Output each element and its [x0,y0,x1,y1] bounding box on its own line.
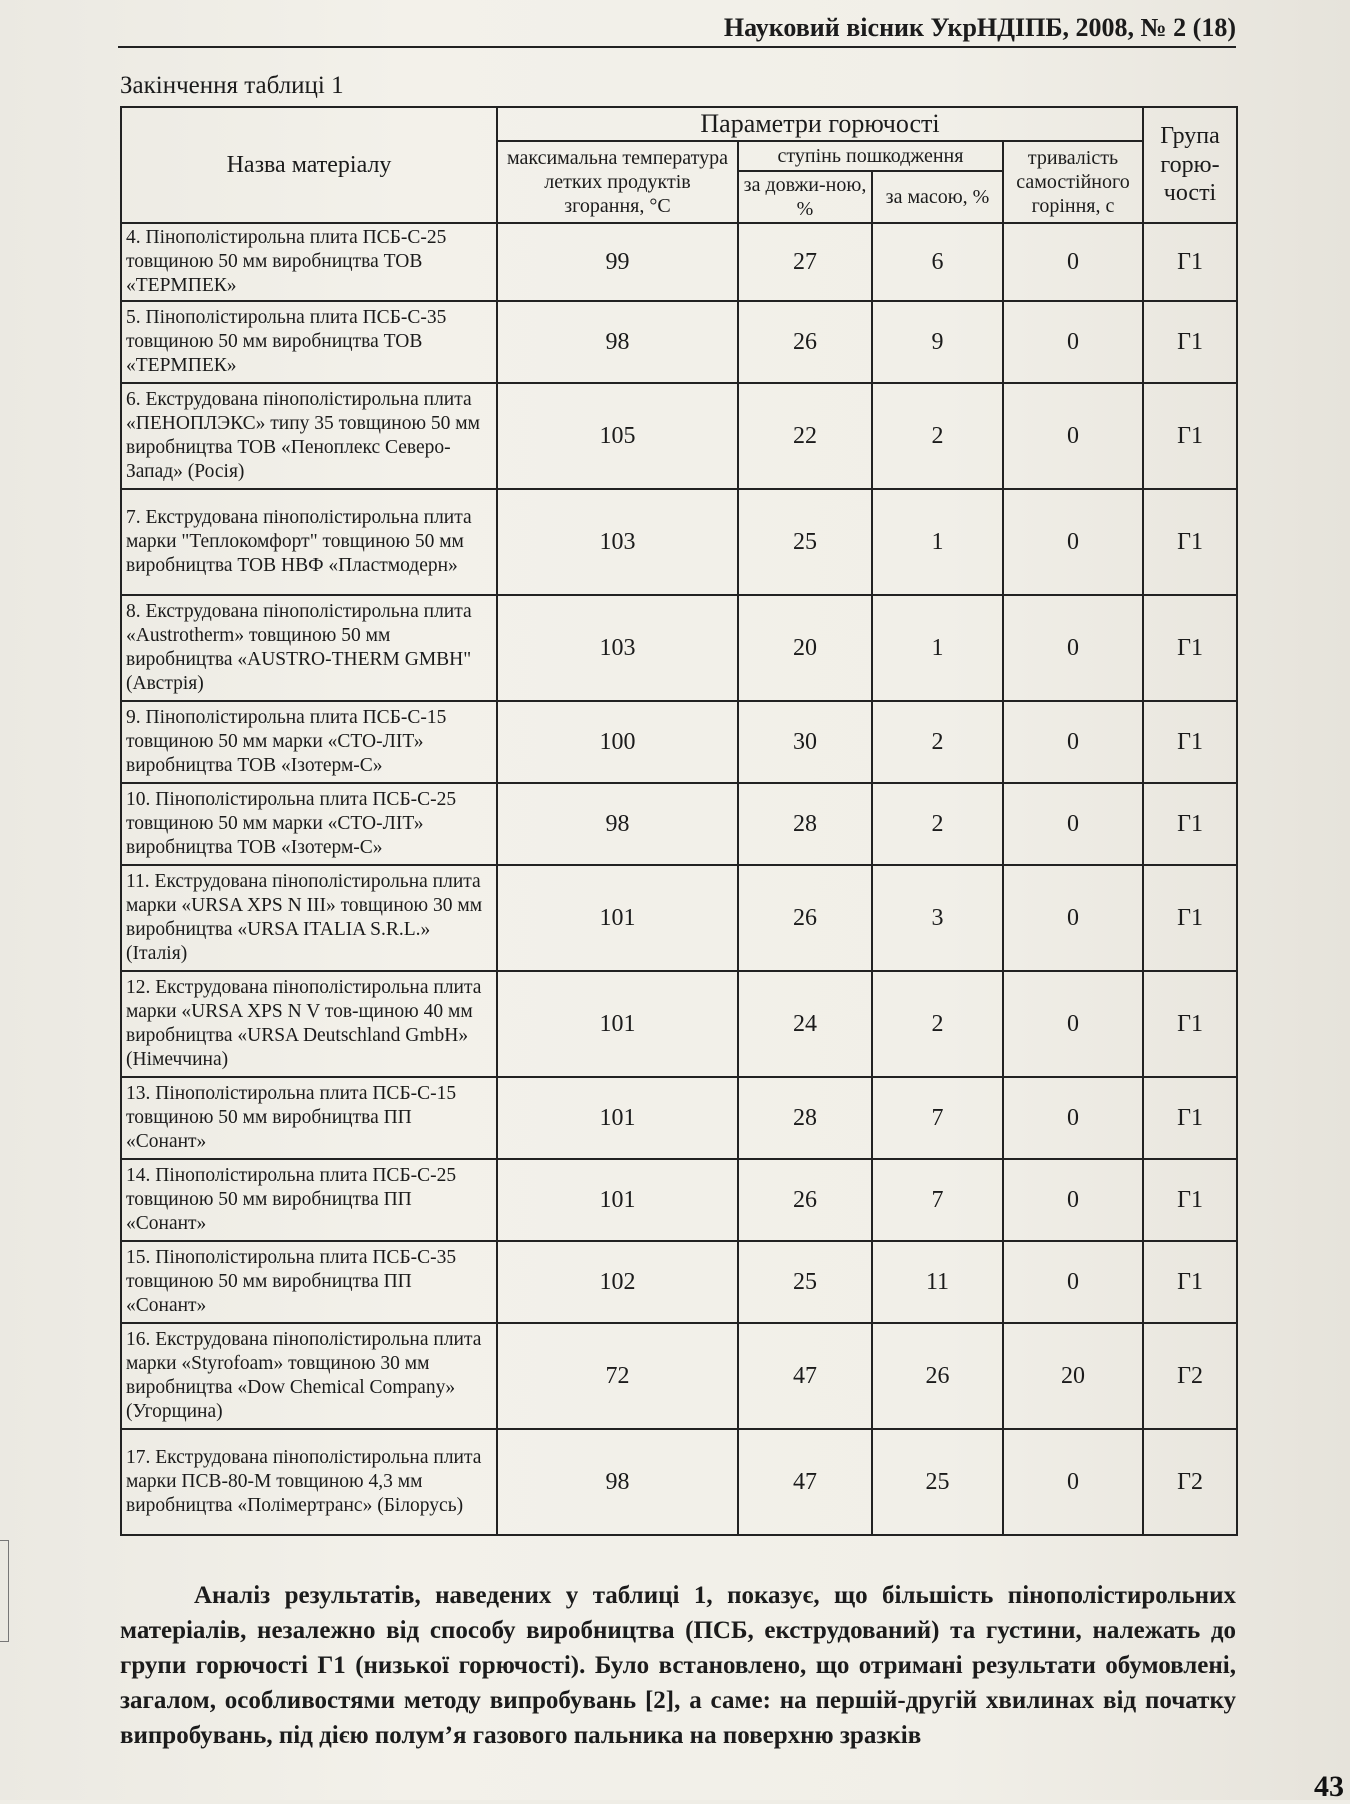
flammability-group-cell: Г1 [1143,1077,1237,1159]
table-row [121,489,1237,595]
material-name-cell: 9. Пінополістирольна плита ПСБ-С-15 товщиною 50 мм марки «СТО-ЛІТ» виробництва ТОВ «Ізотерм-С» [121,701,497,783]
max-temperature-cell: 101 [497,971,738,1077]
max-temperature-cell: 98 [497,301,738,383]
running-header: Науковий вісник УкрНДІПБ, 2008, № 2 (18) [118,10,1236,48]
damage-length-cell: 47 [738,1323,872,1429]
damage-length-cell: 47 [738,1429,872,1535]
flammability-group-cell: Г1 [1143,701,1237,783]
material-name-cell: 12. Екструдована пінополістирольна плита марки «URSA XPS N V тов-щиною 40 мм виробництва «URSA Deutschland GmbH» (Німеччина) [121,971,497,1077]
material-name-cell: 15. Пінополістирольна плита ПСБ-С-35 товщиною 50 мм виробництва ПП «Сонант» [121,1241,497,1323]
table-row [121,1159,1237,1241]
material-name-cell: 14. Пінополістирольна плита ПСБ-С-25 товщиною 50 мм виробництва ПП «Сонант» [121,1159,497,1241]
burning-duration-cell: 0 [1003,1429,1143,1535]
damage-length-cell: 27 [738,223,872,301]
damage-length-cell: 28 [738,783,872,865]
header-damage-by-length: за довжи-ною, % [738,171,872,223]
header-flammability-group: Група горю-чості [1143,107,1237,223]
max-temperature-cell: 103 [497,489,738,595]
page-number: 43 [1314,1770,1344,1803]
material-name-cell: 5. Пінополістирольна плита ПСБ-С-35 товщиною 50 мм виробництва ТОВ «ТЕРМПЕК» [121,301,497,383]
table-row [121,865,1237,971]
material-name-cell: 4. Пінополістирольна плита ПСБ-С-25 товщиною 50 мм виробництва ТОВ «ТЕРМПЕК» [121,223,497,301]
max-temperature-cell: 98 [497,783,738,865]
material-name-cell: 8. Екструдована пінополістирольна плита «Austrotherm» товщиною 50 мм виробництва «AUSTRO-THERM GMBH" (Австрія) [121,595,497,701]
flammability-group-cell: Г1 [1143,223,1237,301]
damage-mass-cell: 2 [872,701,1003,783]
max-temperature-cell: 99 [497,223,738,301]
damage-mass-cell: 2 [872,971,1003,1077]
burning-duration-cell: 0 [1003,1241,1143,1323]
burning-duration-cell: 0 [1003,865,1143,971]
damage-length-cell: 22 [738,383,872,489]
material-name-cell: 6. Екструдована пінополістирольна плита «ПЕНОПЛЭКС» типу 35 товщиною 50 мм виробництва ТОВ «Пеноплекс Северо-Запад» (Росія) [121,383,497,489]
damage-mass-cell: 1 [872,489,1003,595]
damage-length-cell: 26 [738,1159,872,1241]
table-row [121,701,1237,783]
max-temperature-cell: 102 [497,1241,738,1323]
max-temperature-cell: 105 [497,383,738,489]
material-name-cell: 10. Пінополістирольна плита ПСБ-С-25 товщиною 50 мм марки «СТО-ЛІТ» виробництва ТОВ «Ізотерм-С» [121,783,497,865]
table-row [121,223,1237,301]
header-damage-degree: ступінь пошкодження [738,141,1003,171]
page-edge-mark [0,1540,9,1642]
damage-length-cell: 26 [738,301,872,383]
burning-duration-cell: 0 [1003,1077,1143,1159]
table-row [121,971,1237,1077]
flammability-group-cell: Г1 [1143,301,1237,383]
material-name-cell: 17. Екструдована пінополістирольна плита марки ПСВ-80-М товщиною 4,3 мм виробництва «Полімертранс» (Білорусь) [121,1429,497,1535]
flammability-group-cell: Г1 [1143,1159,1237,1241]
flammability-group-cell: Г1 [1143,595,1237,701]
flammability-table [120,106,1238,1536]
max-temperature-cell: 101 [497,865,738,971]
material-name-cell: 7. Екструдована пінополістирольна плита марки "Теплокомфорт" товщиною 50 мм виробництва ТОВ НВФ «Пластмодерн» [121,489,497,595]
max-temperature-cell: 103 [497,595,738,701]
damage-length-cell: 26 [738,865,872,971]
flammability-group-cell: Г1 [1143,1241,1237,1323]
material-name-cell: 16. Екструдована пінополістирольна плита марки «Styrofoam» товщиною 30 мм виробництва «Dow Chemical Company» (Угорщина) [121,1323,497,1429]
header-damage-by-mass: за масою, % [872,171,1003,223]
max-temperature-cell: 98 [497,1429,738,1535]
flammability-group-cell: Г1 [1143,783,1237,865]
burning-duration-cell: 0 [1003,383,1143,489]
damage-mass-cell: 6 [872,223,1003,301]
header-burning-duration: тривалість самостійного горіння, с [1003,141,1143,223]
table-caption: Закінчення таблиці 1 [120,72,344,99]
max-temperature-cell: 101 [497,1077,738,1159]
damage-mass-cell: 25 [872,1429,1003,1535]
burning-duration-cell: 0 [1003,1159,1143,1241]
damage-mass-cell: 3 [872,865,1003,971]
damage-mass-cell: 2 [872,783,1003,865]
damage-length-cell: 25 [738,1241,872,1323]
damage-length-cell: 28 [738,1077,872,1159]
flammability-group-cell: Г2 [1143,1429,1237,1535]
burning-duration-cell: 0 [1003,301,1143,383]
flammability-group-cell: Г1 [1143,971,1237,1077]
burning-duration-cell: 20 [1003,1323,1143,1429]
damage-length-cell: 24 [738,971,872,1077]
table-row [121,301,1237,383]
max-temperature-cell: 101 [497,1159,738,1241]
header-flammability-params: Параметри горючості [497,107,1143,141]
flammability-group-cell: Г1 [1143,383,1237,489]
damage-mass-cell: 7 [872,1077,1003,1159]
max-temperature-cell: 72 [497,1323,738,1429]
table-row [121,783,1237,865]
damage-length-cell: 20 [738,595,872,701]
damage-mass-cell: 26 [872,1323,1003,1429]
material-name-cell: 11. Екструдована пінополістирольна плита марки «URSA XPS N III» товщиною 30 мм виробництва «URSA ITALIA S.R.L.» (Італія) [121,865,497,971]
damage-mass-cell: 2 [872,383,1003,489]
table-row [121,1077,1237,1159]
max-temperature-cell: 100 [497,701,738,783]
burning-duration-cell: 0 [1003,223,1143,301]
burning-duration-cell: 0 [1003,701,1143,783]
damage-mass-cell: 1 [872,595,1003,701]
flammability-group-cell: Г2 [1143,1323,1237,1429]
burning-duration-cell: 0 [1003,971,1143,1077]
damage-length-cell: 25 [738,489,872,595]
material-name-cell: 13. Пінополістирольна плита ПСБ-С-15 товщиною 50 мм виробництва ПП «Сонант» [121,1077,497,1159]
damage-length-cell: 30 [738,701,872,783]
burning-duration-cell: 0 [1003,595,1143,701]
damage-mass-cell: 7 [872,1159,1003,1241]
table-row [121,1323,1237,1429]
damage-mass-cell: 11 [872,1241,1003,1323]
body-paragraph: Аналіз результатів, наведених у таблиці 1, показує, що більшість пінополістирольних матеріалів, незалежно від способу виробництва (ПСБ, екструдований) та густини, належать до групи горючості Г1 (низької горючості). Було встановлено, що отримані результати обумовлені, загалом, особливостями методу випробувань [2], а саме: на першій-другій хвилинах від початку випробувань, під дією полум’я газового пальника на поверхню зразків [120,1582,1236,1749]
burning-duration-cell: 0 [1003,489,1143,595]
table-row [121,1241,1237,1323]
damage-mass-cell: 9 [872,301,1003,383]
flammability-group-cell: Г1 [1143,865,1237,971]
header-material-name: Назва матеріалу [121,107,497,223]
flammability-group-cell: Г1 [1143,489,1237,595]
burning-duration-cell: 0 [1003,783,1143,865]
table-row [121,595,1237,701]
table-row [121,1429,1237,1535]
table-row [121,383,1237,489]
header-max-temperature: максимальна температура летких продуктів згорання, °С [497,141,738,223]
